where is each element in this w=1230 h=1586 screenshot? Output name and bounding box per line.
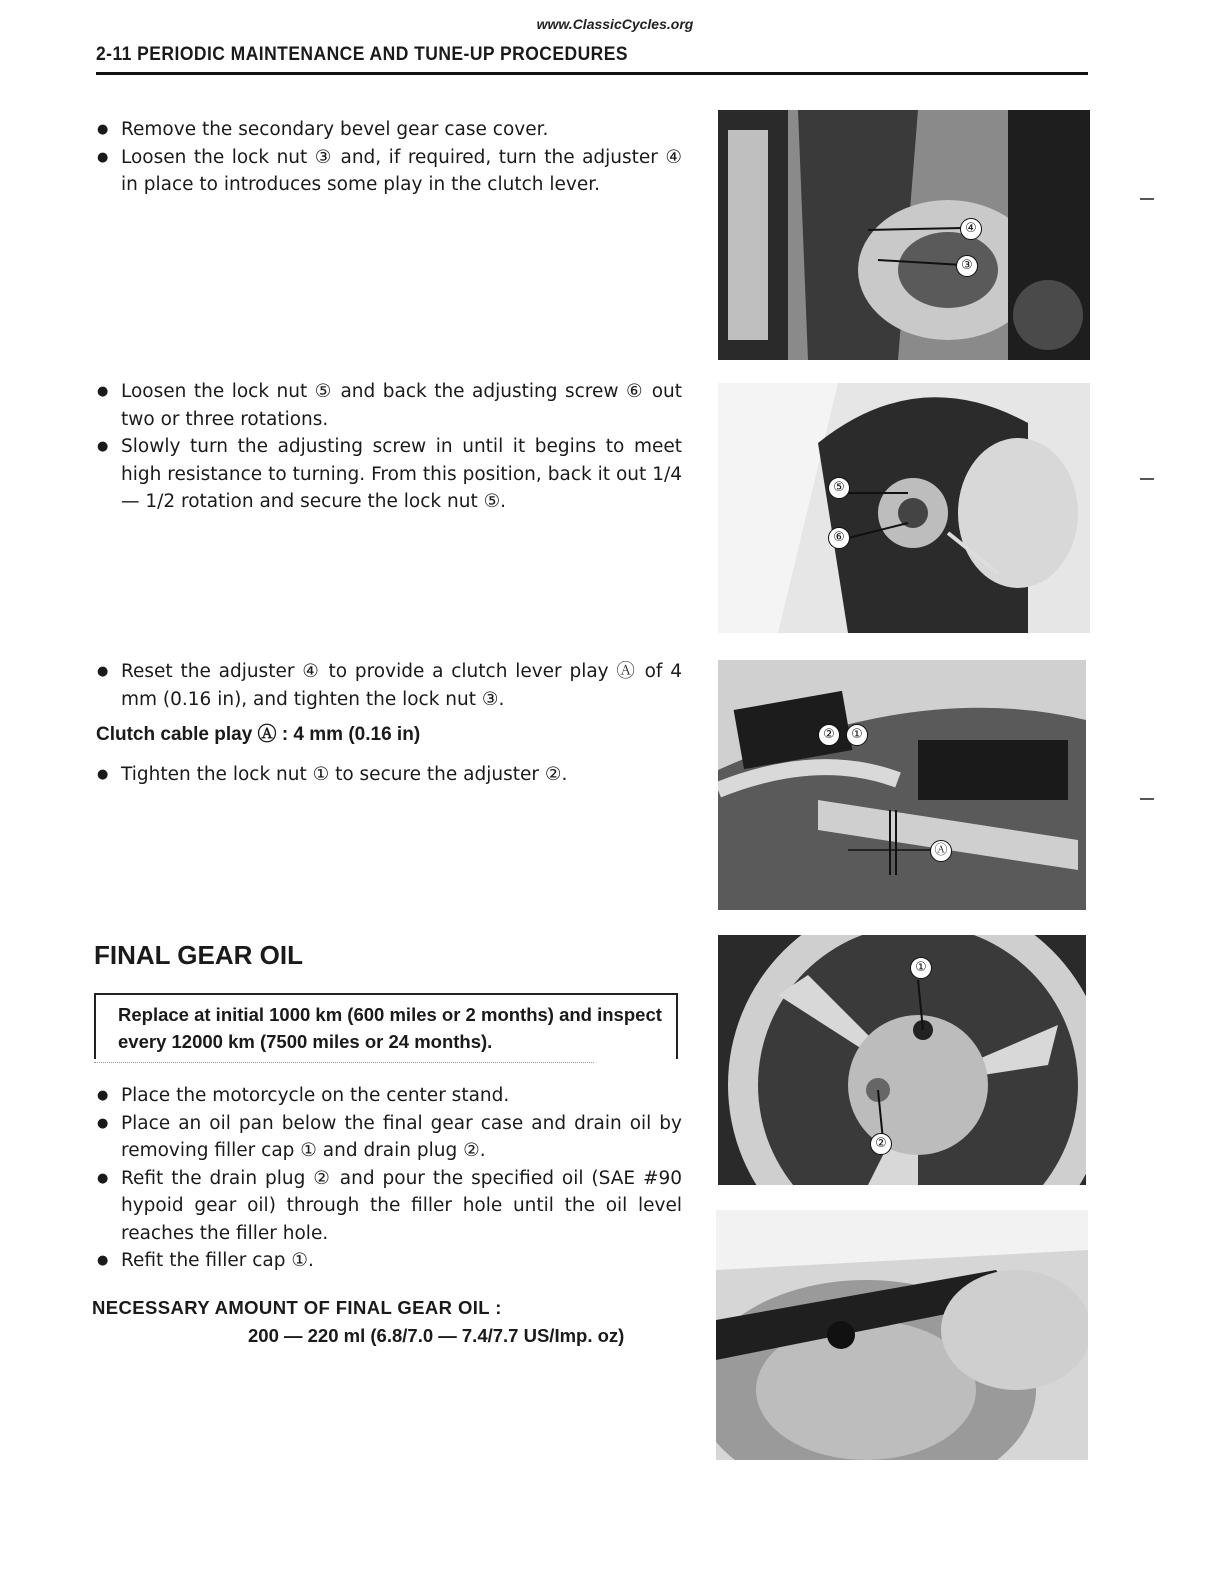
- bullet-item: ● Refit the filler cap ①.: [96, 1247, 682, 1275]
- bullet-item: ● Loosen the lock nut ⑤ and back the adjusting screw ⑥ out two or three rotations.: [96, 378, 682, 433]
- amount-value: 200 — 220 ml (6.8/7.0 — 7.4/7.7 US/Imp. oz): [248, 1325, 625, 1346]
- note-divider: [94, 1062, 594, 1063]
- photo-clutch-lever: [718, 660, 1086, 910]
- amount-title: NECESSARY AMOUNT OF FINAL GEAR OIL :: [92, 1297, 502, 1318]
- bullet-item: ● Place an oil pan below the final gear case and drain oil by removing filler cap ① and drain plug ②.: [96, 1110, 682, 1165]
- clutch-spec: Clutch cable play Ⓐ : 4 mm (0.16 in): [96, 724, 421, 745]
- callout-5: ⑤: [828, 477, 850, 499]
- block-adjusting-screw: [96, 378, 682, 516]
- page-header: 2-11 PERIODIC MAINTENANCE AND TUNE-UP PROCEDURES: [96, 44, 628, 65]
- bullet-item: ● Place the motorcycle on the center stand.: [96, 1082, 682, 1110]
- callout-6: ⑥: [828, 527, 850, 549]
- block-secondary-gear: [96, 116, 682, 199]
- callout-1: ①: [910, 957, 932, 979]
- callout-2: ②: [818, 724, 840, 746]
- photo-final-gear-art: [718, 935, 1086, 1185]
- bullet-item: ● Refit the drain plug ② and pour the specified oil (SAE #90 hypoid gear oil) through the filler hole until the oil level reaches the filler hole.: [96, 1165, 682, 1248]
- margin-mark: [1140, 478, 1154, 480]
- bullet-item: ● Remove the secondary bevel gear case cover.: [96, 116, 682, 144]
- callout-4: ④: [960, 218, 982, 240]
- header-rule: [96, 72, 1088, 75]
- callout-2: ②: [870, 1133, 892, 1155]
- photo-clutch-lever-art: [718, 660, 1086, 910]
- photo-clutch-adjuster-art: [718, 110, 1090, 360]
- section-title: FINAL GEAR OIL: [94, 940, 303, 970]
- photo-filling-oil: [716, 1210, 1088, 1460]
- callout-3: ③: [956, 255, 978, 277]
- photo-final-gear: [718, 935, 1086, 1185]
- photo-clutch-adjuster: [718, 110, 1090, 360]
- block-final-gear: [96, 1082, 682, 1275]
- bullet-item: ● Loosen the lock nut ③ and, if required, turn the adjuster ④ in place to introduces some play in the clutch lever.: [96, 144, 682, 199]
- block-clutch-play: [96, 658, 682, 788]
- photo-adjusting-screw: [718, 383, 1090, 633]
- bullet-item: ● Slowly turn the adjusting screw in until it begins to meet high resistance to turning. From this position, back it out 1/4 — 1/2 rotation and secure the lock nut ⑤.: [96, 433, 682, 516]
- margin-mark: [1140, 798, 1154, 800]
- margin-mark: [1140, 198, 1154, 200]
- photo-filling-oil-art: [716, 1210, 1088, 1460]
- callout-1: ①: [846, 724, 868, 746]
- bullet-item: ● Tighten the lock nut ① to secure the adjuster ②.: [96, 761, 682, 789]
- callout-a: Ⓐ: [930, 840, 952, 862]
- photo-adjusting-screw-art: [718, 383, 1090, 633]
- maintenance-note: Replace at initial 1000 km (600 miles or 2 months) and inspect every 12000 km (7500 miles or 24 months).: [94, 993, 678, 1059]
- bullet-item: ● Reset the adjuster ④ to provide a clutch lever play Ⓐ of 4 mm (0.16 in), and tighten the lock nut ③.: [96, 658, 682, 713]
- site-url: www.ClassicCycles.org: [536, 16, 694, 32]
